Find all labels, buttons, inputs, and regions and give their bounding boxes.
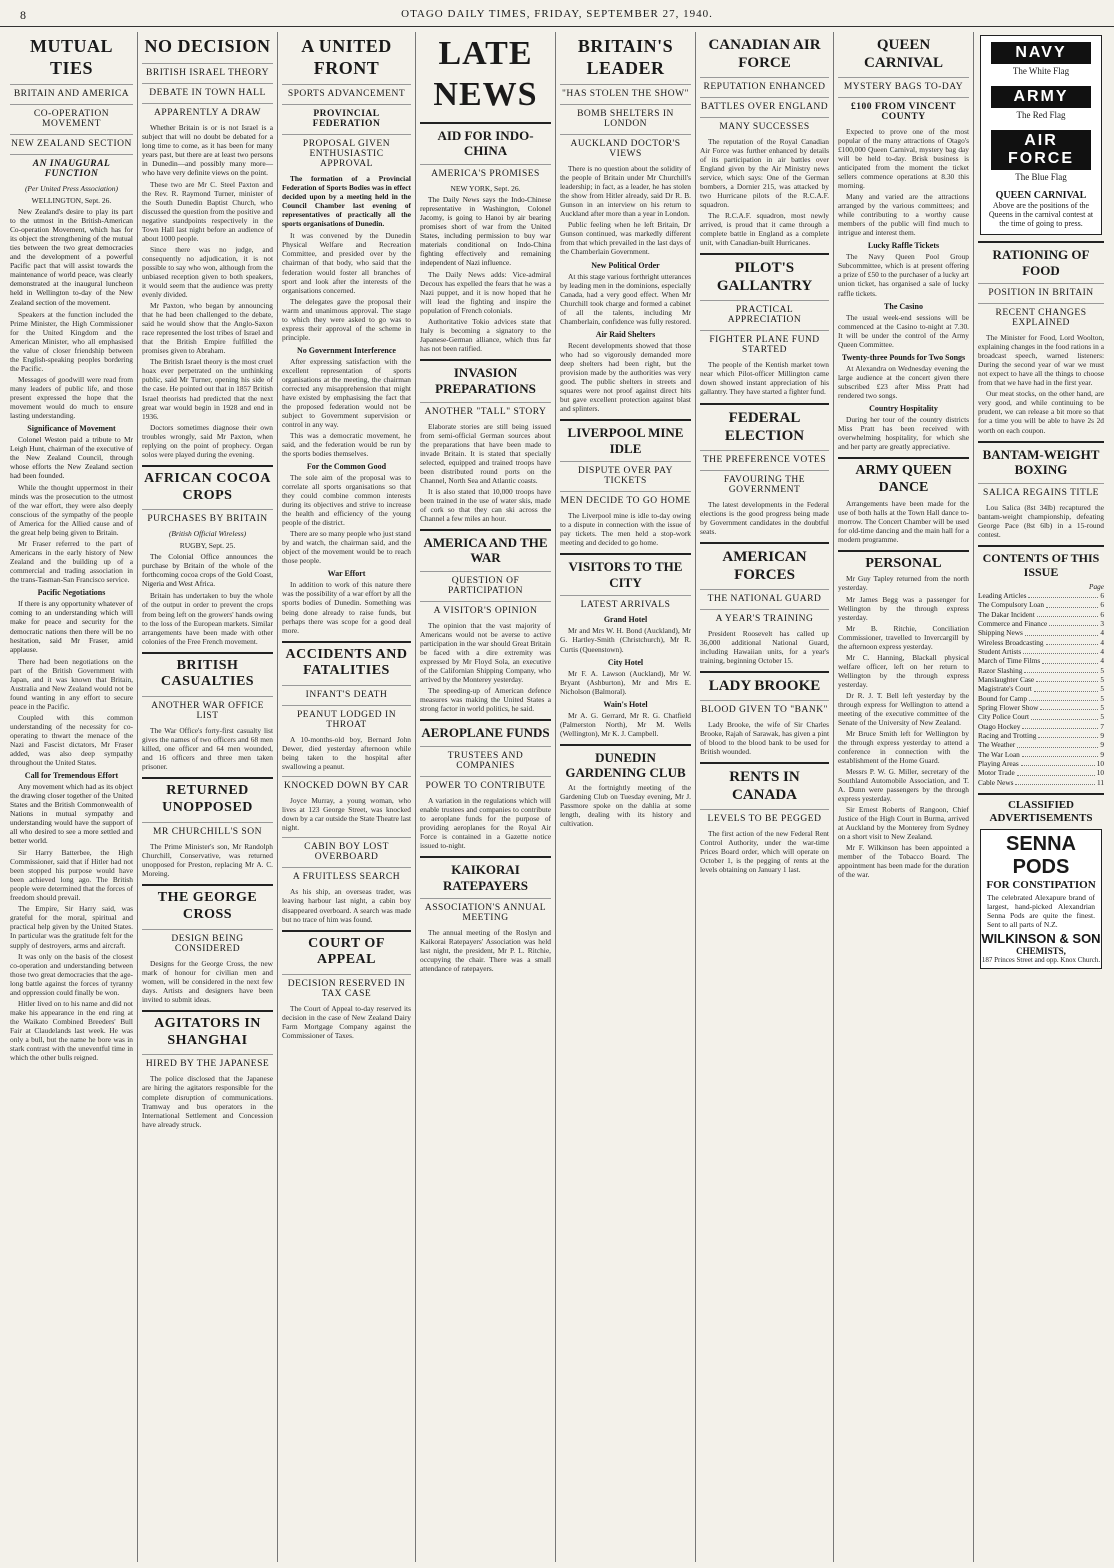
contents-row	[978, 750, 1104, 759]
contents-row-page: 4	[1100, 637, 1104, 647]
subhead: LATEST ARRIVALS	[560, 595, 691, 610]
section-head: City Hotel	[607, 657, 644, 667]
navy-label: NAVY	[1015, 44, 1067, 61]
article-body: Whether Britain is or is not Israel is a subject that will no doubt be debated for a long time to come, as it has been for many years past, but there are at least two persons in Dunedin—and possibly many more—who have very definite views on the point.	[142, 122, 273, 177]
senna-pods-ad	[980, 829, 1102, 969]
headline-rents-in-canada: RENTS IN CANADA	[729, 768, 800, 803]
headline-lady-brooke: LADY BROOKE	[708, 677, 821, 694]
headline-personal: PERSONAL	[865, 555, 942, 571]
contents-row-page: 5	[1100, 674, 1104, 684]
subhead: PEANUT LODGED IN THROAT	[282, 705, 411, 730]
ad-merchant: WILKINSON & SON	[981, 931, 1101, 947]
contents-row	[978, 684, 1104, 693]
headline-accidents: ACCIDENTS AND FATALITIES	[285, 646, 408, 679]
subhead: BOMB SHELTERS IN LONDON	[560, 104, 691, 129]
contents-row-leader	[1017, 768, 1095, 775]
headline-late-news: LATE NEWS	[433, 35, 538, 113]
dateline: NEW YORK, Sept. 26.	[450, 183, 521, 193]
subhead: THE PREFERENCE VOTES	[700, 450, 829, 465]
contents-row	[978, 731, 1104, 740]
subhead: AUCKLAND DOCTOR'S VIEWS	[560, 134, 691, 159]
contents-page-label: Page	[1089, 581, 1104, 591]
subhead: REPUTATION ENHANCED	[700, 77, 829, 92]
subhead: ANOTHER "TALL" STORY	[420, 402, 551, 417]
contents-row-label: City Police Court	[978, 712, 1030, 722]
contents-row	[978, 722, 1104, 731]
contents-row-page: 3	[1100, 618, 1104, 628]
headline-agitators-shanghai: AGITATORS IN SHANGHAI	[154, 1015, 261, 1048]
subhead: QUESTION OF PARTICIPATION	[420, 571, 551, 596]
subhead: BRITAIN AND AMERICA	[10, 84, 133, 99]
section-head: Significance of Movement	[27, 423, 116, 433]
contents-row	[978, 675, 1104, 684]
contents-row-leader	[1042, 656, 1098, 663]
subhead: PURCHASES BY BRITAIN	[142, 509, 273, 524]
subhead: RECENT CHANGES EXPLAINED	[978, 303, 1104, 328]
contents-row-page: 6	[1100, 590, 1104, 600]
masthead-title: OTAGO DAILY TIMES, FRIDAY, SEPTEMBER 27, 1940.	[401, 8, 713, 20]
contents-row-label: Magistrate's Court	[978, 684, 1032, 694]
subhead: FIGHTER PLANE FUND STARTED	[700, 330, 829, 355]
headline-bantam-weight-boxing: BANTAM-WEIGHT BOXING	[982, 446, 1100, 478]
subhead: MYSTERY BAGS TO-DAY	[838, 77, 969, 92]
subhead: DISPUTE OVER PAY TICKETS	[560, 461, 691, 486]
credit-line: (British Official Wireless)	[168, 529, 247, 539]
navy-badge	[991, 42, 1091, 64]
section-head: War Effort	[327, 569, 366, 579]
contents-row-leader	[1023, 647, 1098, 654]
subhead: POSITION IN BRITAIN	[978, 283, 1104, 298]
subhead: HIRED BY THE JAPANESE	[142, 1054, 273, 1069]
contents-row-leader	[1015, 778, 1095, 785]
contents-row	[978, 638, 1104, 647]
contents-row-label: Otago Hockey	[978, 721, 1021, 731]
subhead: DECISION RESERVED IN TAX CASE	[282, 974, 411, 999]
headline-gardening-club: DUNEDIN GARDENING CLUB	[565, 749, 686, 781]
contents-row-page: 5	[1100, 702, 1104, 712]
subhead: PROPOSAL GIVEN ENTHUSIASTIC APPROVAL	[282, 134, 411, 169]
subhead: £100 FROM VINCENT COUNTY	[838, 97, 969, 122]
subhead: MR CHURCHILL'S SON	[142, 822, 273, 837]
contents-row-label: Student Artists	[978, 646, 1022, 656]
contents-row-leader	[1021, 759, 1095, 766]
subhead: A VISITOR'S OPINION	[420, 601, 551, 616]
headline-pilots-gallantry: PILOT'S GALLANTRY	[716, 260, 813, 295]
subhead: FAVOURING THE GOVERNMENT	[700, 470, 829, 495]
subhead: A YEAR'S TRAINING	[700, 609, 829, 624]
contents-row	[978, 610, 1104, 619]
headline-rationing-food: RATIONING OF FOOD	[992, 247, 1090, 278]
section-head: Twenty-three Pounds for Two Songs	[841, 352, 966, 362]
headline-kaikorai-ratepayers: KAIKORAI RATEPAYERS	[442, 862, 528, 893]
headline-queen-carnival: QUEEN CARNIVAL	[864, 37, 943, 71]
contents-row	[978, 778, 1104, 787]
headline-george-cross: THE GEORGE CROSS	[157, 890, 258, 922]
dateline: RUGBY, Sept. 25.	[179, 541, 236, 551]
contents-row-leader	[1022, 750, 1099, 757]
contents-row-page: 11	[1096, 777, 1104, 787]
contents-row	[978, 666, 1104, 675]
article-body: The Colonial Office announces the purchase by Britain of the whole of the forthcoming cocoa crops of the Gold Coast, Nigeria and West Africa.	[142, 552, 273, 589]
queen-carnival-description: Above are the positions of the Queens in the carnival contest at the time of going to press.	[988, 201, 1094, 228]
subhead: INFANT'S DEATH	[282, 685, 411, 700]
contents-row-label: Wireless Broadcasting	[978, 637, 1044, 647]
contents-row-label: Playing Areas	[978, 758, 1019, 768]
contents-row-page: 10	[1096, 768, 1104, 778]
subhead: LEVELS TO BE PEGGED	[700, 809, 829, 824]
contents-row-page: 4	[1100, 628, 1104, 638]
contents-row	[978, 628, 1104, 637]
subhead: SALICA REGAINS TITLE	[978, 483, 1104, 498]
subhead: DESIGN BEING CONSIDERED	[142, 929, 273, 954]
section-head: Pacific Negotiations	[37, 588, 106, 598]
subhead: AMERICA'S PROMISES	[420, 164, 551, 179]
subhead: BLOOD GIVEN TO "BANK"	[700, 700, 829, 715]
headline-federal-election: FEDERAL ELECTION	[724, 409, 805, 444]
headline-army-queen-dance: ARMY QUEEN DANCE	[855, 462, 952, 495]
army-label: ARMY	[1013, 88, 1069, 105]
contents-row-page: 5	[1100, 684, 1104, 694]
subhead: ANOTHER WAR OFFICE LIST	[142, 696, 273, 721]
subhead: MEN DECIDE TO GO HOME	[560, 491, 691, 506]
contents-row-leader	[1031, 712, 1098, 719]
contents-list	[978, 582, 1104, 787]
subhead: DEBATE IN TOWN HALL	[142, 83, 273, 98]
contents-row-leader	[1040, 703, 1098, 710]
headline-classified-ads: CLASSIFIED ADVERTISEMENTS	[989, 798, 1093, 825]
section-head: Air Raid Shelters	[595, 329, 656, 339]
queen-carnival-label: QUEEN CARNIVAL	[995, 190, 1087, 201]
headline-mutual-ties: MUTUAL TIES	[30, 36, 113, 78]
contents-row-label: The Compulsory Loan	[978, 600, 1045, 610]
headline-aeroplane-funds: AEROPLANE FUNDS	[421, 725, 550, 741]
contents-row	[978, 768, 1104, 777]
ad-merchant-type: CHEMISTS,	[1016, 946, 1066, 957]
contents-row	[978, 712, 1104, 721]
contents-row-leader	[1046, 600, 1098, 607]
subhead: SPORTS ADVANCEMENT	[282, 84, 411, 99]
masthead	[0, 0, 1114, 27]
subhead: TRUSTEES AND COMPANIES	[420, 746, 551, 771]
contents-row-label: Leading Articles	[978, 590, 1027, 600]
contents-row	[978, 600, 1104, 609]
column-britains-leader: BRITAIN'S LEADER "HAS STOLEN THE SHOW" BOMB SHELTERS IN LONDON AUCKLAND DOCTOR'S VIEWS There is no question about the solidity of the people of Britain under Mr Churchill's leadership; in fact, as a leader, he has stolen the show from Hitler already, said Dr R. B. Gunson in an interview on his return to Auckland after more than a year in London. Public feeling when he left Britain, Dr Gunson continued, was markedly different from that which prevailed in the last days of the Chamberlain Government. New Political Order At this stage various forthright utterances by leading men in the dominions, especially Canada, had a very good effect. When Mr Churchill took charge and formed a cabinet of all the talents, including Mr Chamberlain, confidence was fully restored. Air Raid Shelters Recent developments showed that those who had so vigorously demanded more deep shelters had been right, but the provision made by the authorities was very good. The public shelters in streets and squares were not proof against direct hits but gave excellent protection against blast and splinters. LIVERPOOL MINE IDLE DISPUTE OVER PAY TICKETS MEN DECIDE TO GO HOME The Liverpool mine is idle to-day owing to a dispute in connection with the issue of pay tickets. The men held a stop-work meeting and decided to go home. VISITORS TO THE CITY LATEST ARRIVALS Grand Hotel Mr and Mrs W. H. Bond (Auckland), Mr G. Hartley-Smith (Christchurch), Mr R. Curtis (Queenstown). City Hotel Mr F. A. Lawson (Auckland), Mr W. Bryant (Ashburton), Mr and Mrs E. Nicholson (Balmoral). Wain's Hotel Mr A. G. Gerrard, Mr R. G. Chatfield (Palmerston North), Mr M. Wells (Wellington), Mr K. J. Campbell. DUNEDIN GARDENING CLUB At the fortnightly meeting of the Gardening Club on Tuesday evening, Mr J. Passmore spoke on the dahlia at some length, dealing with its history and cultivation.	[556, 32, 696, 1562]
contents-row-label: Manslaughter Case	[978, 674, 1035, 684]
headline-aid-indo-china: AID FOR INDO-CHINA	[437, 127, 534, 159]
ad-subhead: FOR CONSTIPATION	[986, 879, 1096, 892]
airforce-flag: The Blue Flag	[1015, 172, 1067, 182]
headline-british-casualties: BRITISH CASUALTIES	[160, 657, 255, 690]
contents-row-leader	[1025, 628, 1099, 635]
contents-row-label: The Dakar Incident	[978, 609, 1035, 619]
carnival-standings-box	[980, 35, 1102, 235]
contents-row	[978, 647, 1104, 656]
column-queen-carnival: QUEEN CARNIVAL MYSTERY BAGS TO-DAY £100 FROM VINCENT COUNTY Expected to prove one of the most popular of the many attractions of Otago's £100,000 Queen Carnival, mystery bag day will be held to-day. Brisk business is anticipated from the moment the ticket sellers commence operations at 8.30 this morning. Many and varied are the attractions arranged by the various committees; and while contributing to a worthy cause members of the public will find much to intrigue and interest them. Lucky Raffle Tickets The Navy Queen Pool Group Subcommittee, which is at present offering a prize of £50 to the purchaser of a lucky art union ticket, has organised a sale of lucky raffle tickets. The Casino The usual week-end sessions will be commenced at the Casino to-night at 7.30. It will be under the control of the Army Queen Committee. Twenty-three Pounds for Two Songs At Alexandra on Wednesday evening the large audience at the concert given there subscribed £23 after Miss Pratt had rendered two songs. Country Hospitality During her tour of the country districts Miss Pratt has been received with overwhelming hospitality, for which she and her party are greatly appreciative. ARMY QUEEN DANCE Arrangements have been made for the use of both halls at the Town Hall dance to-morrow. The Concert Chamber will be used for old-time dancing and the main hall for a modern programme. PERSONAL Mr Guy Tapley returned from the north yesterday. Mr James Begg was a passenger for Wellington by the through express yesterday. Mr B. Ritchie, Conciliation Commissioner, travelled to Invercargill by the afternoon express yesterday. Mr C. Hanning, Blackall physical welfare officer, left on her return to Wellington by the through express yesterday. Dr R. J. T. Bell left yesterday by the through express for Wellington to attend a meeting of the executive committee of the Senate of the University of New Zealand. Mr Bruce Smith left for Wellington by the through express yesterday to attend a conference in connection with the establishment of the Home Guard. Messrs P. W. G. Miller, secretary of the Southland Automobile Association, and T. A. Dunn were passengers by the through express yesterday. Sir Ernest Roberts of Rangoon, Chief Justice of the High Court in Burma, arrived at Auckland by the Monterey from Sydney on a short visit to New Zealand. Mr F. Wilkinson has been appointed a member of the Tobacco Board. The appointment has been made for the duration of the war.	[834, 32, 974, 1562]
column-mutual-ties: MUTUAL TIES BRITAIN AND AMERICA CO-OPERATION MOVEMENT NEW ZEALAND SECTION AN INAUGURAL FUNCTION (Per United Press Association) WELLINGTON, Sept. 26. New Zealand's desire to play its part to the utmost in the British-American Co-operation Movement, which has for its object the strengthening of the mutual ties between the two great democracies and the development of a powerful Pacific pact that will assist towards the maintenance of world peace, was clearly demonstrated at the inaugural luncheon held in Wellington to-day of the New Zealand section of the movement. Speakers at the function included the Prime Minister, the High Commissioner for the United Kingdom and the American Minister, who all emphasised the value of closer friendship between the English-speaking peoples bordering the Pacific. Messages of goodwill were read from many leaders of public life, and those present expressed the hope that the movement would do much to ensure lasting understanding. Significance of Movement Colonel Weston paid a tribute to Mr Leigh Hunt, chairman of the executive of the New Zealand Council, through whose efforts the New Zealand section had been founded. While the thought uppermost in their minds was the prosecution to the utmost of the war effort, they were also deeply conscious of the sympathy of the people of America for the Allied cause and of the great help being given to Britain. Mr Fraser referred to the part of Americans in the early history of New Zealand and the building up of a commercial and trading association in the trans-Tasman-San Francisco service. Pacific Negotiations If there is any opportunity whatever of coming to an understanding which will make for peace and security for the democratic nations then there will be no hesitation, said Mr Fraser, amid applause. There had been negotiations on the part of the British Government with Japan, and it was known that Britain, Australia and New Zealand would not be found wanting in any effort to secure peace in the Pacific. Coupled with this common understanding of the necessity for co-operating to thwart the menace of the Nazi and Fascist dictators, Mr Fraser added, was also deep sympathy throughout the United States. Call for Tremendous Effort Any movement which had as its object the drawing closer together of the United States and the British Commonwealth of Nations in mutual sympathy and understanding would have the support of all who desired to see a more settled and better world. Sir Harry Batterbee, the High Commissioner, said that if Hitler had not been stopped his purpose would have been achieved long ago. The British people were determined that the forces of freedom should prevail. The Empire, Sir Harry said, was grateful for the moral, spiritual and practical help given by the United States. In particular was the gratitude felt for the supply of destroyers, arms and aircraft. It was only on the basis of the closest co-operation and understanding between those two great democracies that the age-long battle against the forces of tyranny and oppression could finally be won. Hitler lived on to his name and did not make his appearance in the end ring at the Waikato Combined Breeders' Bull Fair at Claudelands last week. He was only a bull, but the name he bore was in stark contrast with the uneventful time in which the other bulls reigned.	[6, 32, 138, 1562]
section-head: The Casino	[884, 301, 923, 311]
article-body: Colonel Weston paid a tribute to Mr Leigh Hunt, chairman of the executive of the New Zealand Council, through whose efforts the New Zealand section had been founded.	[10, 434, 133, 481]
contents-row	[978, 703, 1104, 712]
contents-row-label: Motor Trade	[978, 768, 1015, 778]
contents-row-page: 5	[1100, 693, 1104, 703]
contents-row-page: 4	[1100, 656, 1104, 666]
contents-row-leader	[1024, 666, 1098, 673]
contents-row-leader	[1022, 722, 1098, 729]
ad-text: The celebrated Alexapure brand of largest, hand-picked Alexandrian Senna Pods are quite the finest. Sent to all parts of N.Z.	[987, 893, 1095, 930]
contents-row	[978, 759, 1104, 768]
dateline: WELLINGTON, Sept. 26.	[31, 196, 112, 206]
subhead: PROVINCIAL FEDERATION	[282, 104, 411, 129]
subhead: ASSOCIATION'S ANNUAL MEETING	[420, 898, 551, 923]
article-body: The formation of a Provincial Federation of Sports Bodies was in effect decided upon by a meeting held in the Council Chamber last evening of representatives of practically all the sports organisations of Dunedin.	[282, 174, 411, 229]
headline-visitors-to-the-city: VISITORS TO THE CITY	[568, 559, 683, 590]
contents-row-leader	[1028, 591, 1098, 598]
headline-returned-unopposed: RETURNED UNOPPOSED	[162, 783, 253, 816]
contents-row-label: March of Time Films	[978, 656, 1041, 666]
headline-invasion-preparations: INVASION PREPARATIONS	[435, 365, 536, 396]
contents-row-leader	[1029, 694, 1098, 701]
subhead: BRITISH ISRAEL THEORY	[142, 63, 273, 78]
contents-row-page: 6	[1100, 609, 1104, 619]
contents-row-leader	[1034, 684, 1099, 691]
subhead: A FRUITLESS SEARCH	[282, 867, 411, 882]
contents-row	[978, 591, 1104, 600]
contents-row	[978, 656, 1104, 665]
page-number: 8	[20, 8, 26, 22]
article-body: Any movement which had as its object the drawing closer together of the United States and the British Commonwealth of Nations in mutual sympathy and understanding would have the support of all who desired to see a more settled and better world.	[10, 781, 133, 846]
contents-row-leader	[1036, 675, 1098, 682]
section-head: New Political Order	[591, 260, 660, 270]
contents-row-leader	[1017, 740, 1098, 747]
section-head: For the Common Good	[306, 462, 387, 472]
contents-row-page: 10	[1096, 758, 1104, 768]
credit-line: (Per United Press Association)	[24, 184, 119, 194]
headline-court-of-appeal: COURT OF APPEAL	[308, 935, 385, 968]
contents-row-label: The War Loan	[978, 749, 1020, 759]
headline-america-and-the-war: AMERICA AND THE WAR	[423, 534, 548, 566]
subhead: MANY SUCCESSES	[700, 117, 829, 132]
contents-row-page: 9	[1100, 740, 1104, 750]
contents-row-label: Racing and Trotting	[978, 730, 1037, 740]
subhead: "HAS STOLEN THE SHOW"	[560, 84, 691, 99]
column-canadian-air-force: CANADIAN AIR FORCE REPUTATION ENHANCED BATTLES OVER ENGLAND MANY SUCCESSES The reputation of the Royal Canadian Air Force was further enhanced by details of its participation in air battles over England given by the Air Ministry news service, which says: One of the German bombers, a Dornier 215, was attacked by two Hurricane pilots of the R.C.A.F. squadron. The R.C.A.F. squadron, most newly arrived, is proud that it came through a complete battle in England as a complete unit, with Canadian-built Hurricanes. PILOT'S GALLANTRY PRACTICAL APPRECIATION FIGHTER PLANE FUND STARTED The people of the Kentish market town near which Pilot-officer Millington came down showed instant appreciation of his gallantry. They have started a fighter fund. FEDERAL ELECTION THE PREFERENCE VOTES FAVOURING THE GOVERNMENT The latest developments in the Federal elections is the good progress being made by Government candidates in the doubtful seats. AMERICAN FORCES THE NATIONAL GUARD A YEAR'S TRAINING President Roosevelt has called up 36,000 additional National Guard, including Hawaiian units, for a year's training, beginning October 15. LADY BROOKE BLOOD GIVEN TO "BANK" Lady Brooke, the wife of Sir Charles Brooke, Rajah of Sarawak, has given a pint of blood to the blood bank to be used for British wounded. RENTS IN CANADA LEVELS TO BE PEGGED The first action of the new Federal Rent Control Authority, under the war-time Prices Board order, which will operate on October 1, is the pegging of rents at the levels obtaining on January 1 last.	[696, 32, 834, 1562]
contents-row	[978, 694, 1104, 703]
subhead: APPARENTLY A DRAW	[142, 103, 273, 118]
ad-address: 187 Princes Street and opp. Knox Church.	[981, 956, 1101, 965]
contents-row	[978, 619, 1104, 628]
contents-row-label: Spring Flower Show	[978, 702, 1039, 712]
subhead: BATTLES OVER ENGLAND	[700, 97, 829, 112]
headline-britains-leader: BRITAIN'S LEADER	[577, 36, 674, 78]
contents-row-page: 7	[1100, 721, 1104, 731]
contents-row-leader	[1049, 619, 1098, 626]
subhead: NEW ZEALAND SECTION	[10, 134, 133, 149]
headline-no-decision: NO DECISION	[144, 36, 271, 56]
column-right: NAVY The White Flag ARMY The Red Flag AIR FORCE The Blue Flag QUEEN CARNIVAL Above are the positions of the Queens in the carnival contest at the time of going to press. RATIONING OF FOOD POSITION IN BRITAIN RECENT CHANGES EXPLAINED The Minister for Food, Lord Woolton, explaining changes in the food rations in a broadcast speech, warned listeners: During the second year of war we must not expect to have all the things to choose from that we have had in the first year. Our meat stocks, on the other hand, are very good, and while continuing to be prudent, we can release a bit more so that for a time you will be able to have 2s 2d worth on each coupon. BANTAM-WEIGHT BOXING SALICA REGAINS TITLE Lou Salica (8st 34lb) recaptured the bantam-weight championship, defeating George Pace (8st 6lb) in a 15-round contest. CONTENTS OF THIS ISSUE Page Leading Articles 6 The Compulsory Loan 6 The Dakar Incident 6 Commerce and Finance 3 Shipping News 4 Wireless Broadcasting 4 Student Artists 4 March of Time Films 4 Razor Slashing 5 Manslaughter Case 5 Magistrate's Court 5 Bound for Camp 5 Spring Flower Show 5 City Police Court 5 Otago Hockey 7 Racing and Trotting 9 The Weather 9 The War Loan 9 Playing Areas 10 Motor Trade 10 Cable News 11 CLASSIFIED ADVERTISEMENTS SENNA PODS FOR CONSTIPATION The celebrated Alexapure brand of largest, hand-picked Alexandrian Senna Pods are quite the finest. Sent to all parts of N.Z. WILKINSON & SON CHEMISTS, 187 Princes Street and opp. Knox Church.	[974, 32, 1108, 1562]
contents-row-label: The Weather	[978, 740, 1016, 750]
subhead: POWER TO CONTRIBUTE	[420, 776, 551, 791]
section-head: Grand Hotel	[603, 615, 648, 625]
contents-row-page: 9	[1100, 749, 1104, 759]
contents-row-label: Bound for Camp	[978, 693, 1028, 703]
airforce-label: AIR FORCE	[1008, 132, 1074, 167]
contents-row-page: 6	[1100, 600, 1104, 610]
article-body: The Daily News says the Indo-Chinese representative in Washington, Colonel Jacomy, is going to Hanoi by air bearing promises short of war from the United States, including permission to buy war materials conditional on Indo-China fighting effectively and remaining independent of Nazi influence.	[420, 194, 551, 267]
contents-row-label: Cable News	[978, 777, 1014, 787]
section-head: Call for Tremendous Effort	[24, 770, 119, 780]
contents-row-leader	[1038, 731, 1098, 738]
army-flag: The Red Flag	[1016, 110, 1066, 120]
contents-row	[978, 740, 1104, 749]
subhead: KNOCKED DOWN BY CAR	[282, 776, 411, 791]
section-head: Country Hospitality	[869, 403, 938, 413]
navy-flag: The White Flag	[1012, 66, 1070, 76]
headline-contents: CONTENTS OF THIS ISSUE	[982, 550, 1100, 580]
column-no-decision: NO DECISION BRITISH ISRAEL THEORY DEBATE IN TOWN HALL APPARENTLY A DRAW Whether Britain is or is not Israel is a subject that will no doubt be debated for a long time to come, as it has been for many years past, but there are at least two persons in Dunedin—and possibly many more—who have very definite views on the point. These two are Mr C. Steel Paxton and the Rev. R. Raymond Turner, minister of the South Dunedin Baptist Church, who discussed the question from the positive and negative standpoints respectively in the Town Hall last night before an audience of about 1000 people. Since there was no judge, and consequently no adjudication, it is not possible to say who won, although from the unbiased reception given to both speakers, it would seem that the audience was pretty evenly divided. Mr Paxton, who began by announcing that he had been challenged to the debate, said he would show that the Anglo-Saxon race represented the lost tribes of Israel and that the British Empire fulfilled the promises given to Abraham. The British Israel theory is the most cruel hoax ever perpetrated on the unthinking public, said Mr Turner, opening his side of the case. He pointed out that in 1857 British Israel theorists had predicted that the next great war would begin in 1928 and end in 1936. Doctors sometimes diagnose their own troubles wrongly, said Mr Paxton, when replying on the point of prophecy. Organ solos were played during the evening. AFRICAN COCOA CROPS PURCHASES BY BRITAIN (British Official Wireless) RUGBY, Sept. 25. The Colonial Office announces the purchase by Britain of the whole of the forthcoming cocoa crops of the Gold Coast, Nigeria and West Africa. Britain has undertaken to buy the whole of the output in order to prevent the crops from being left on the growers' hands owing to the loss of the European markets. Similar arrangements have been made with other colonies of the Free French movement. BRITISH CASUALTIES ANOTHER WAR OFFICE LIST The War Office's forty-first casualty list gives the names of two officers and 68 men killed, one officer and 64 men wounded, and 16 officers and three men taken prisoner. RETURNED UNOPPOSED MR CHURCHILL'S SON The Prime Minister's son, Mr Randolph Churchill, Conservative, was returned unopposed for Preston, replacing Mr A. C. Moreing. THE GEORGE CROSS DESIGN BEING CONSIDERED Designs for the George Cross, the new mark of honour for civilian men and women, will be considered in the next few days. Artists and designers have been invited to submit ideas. AGITATORS IN SHANGHAI HIRED BY THE JAPANESE The police disclosed that the Japanese are hiring the agitators responsible for the complete disruption of communications. Tramway and bus operators in the International Settlement and Concession have already struck.	[138, 32, 278, 1562]
ad-headline: SENNA PODS	[1005, 833, 1076, 879]
column-late-news: LATE NEWS AID FOR INDO-CHINA AMERICA'S PROMISES NEW YORK, Sept. 26. The Daily News says the Indo-Chinese representative in Washington, Colonel Jacomy, is going to Hanoi by air bearing promises short of war from the United States, including permission to buy war materials conditional on Indo-China fighting effectively and remaining independent of Nazi influence. The Daily News adds: Vice-admiral Decoux has expelled the fears that he was a Nazi puppet, and it is now hoped that he will lead the fighting and inspire the population of French colonials. Authoritative Tokio advices state that Italy is becoming a signatory to the Japanese-German alliance, which thus far has not been ratified. INVASION PREPARATIONS ANOTHER "TALL" STORY Elaborate stories are still being issued from semi-official German sources about the preparations that have been made to invade Britain. It is stated that specially selected, equipped and trained troops have been distributed round ports on the Channel, North Sea and Atlantic coasts. It is also stated that 10,000 troops have been trained in the use of water skis, made of cork so that they can ski across the Channel a few miles an hour. AMERICA AND THE WAR QUESTION OF PARTICIPATION A VISITOR'S OPINION The opinion that the vast majority of Americans would not be averse to active participation in the war should Great Britain be faced with a dire extremity was expressed by Mr Floyd Sola, an executive of the Californian Shipping Company, who arrived by the Monterey yesterday. The speeding-up of American defence measures was making the United States a strong factor in world politics, he said. AEROPLANE FUNDS TRUSTEES AND COMPANIES POWER TO CONTRIBUTE A variation in the regulations which will enable trustees and companies to contribute to aeroplane funds for the purpose of providing aeroplanes for the Royal Air Force is contained in a Gazette notice issued to-night. KAIKORAI RATEPAYERS ASSOCIATION'S ANNUAL MEETING The annual meeting of the Roslyn and Kaikorai Ratepayers' Association was held last night, the president, Mr P. L. Ritchie, occupying the chair. There was a small attendance of ratepayers.	[416, 32, 556, 1562]
contents-row-leader	[1046, 638, 1099, 645]
section-head: Lucky Raffle Tickets	[867, 241, 940, 251]
subhead: PRACTICAL APPRECIATION	[700, 300, 829, 325]
contents-row-label: Shipping News	[978, 628, 1023, 638]
contents-row-leader	[1037, 610, 1099, 617]
subhead: CABIN BOY LOST OVERBOARD	[282, 837, 411, 862]
airforce-badge	[991, 130, 1091, 170]
headline-american-forces: AMERICAN FORCES	[722, 548, 807, 583]
subhead: THE NATIONAL GUARD	[700, 589, 829, 604]
headline-united-front: A UNITED FRONT	[301, 36, 392, 78]
contents-row-page: 4	[1100, 646, 1104, 656]
section-head: Wain's Hotel	[603, 699, 648, 709]
subhead: CO-OPERATION MOVEMENT	[10, 104, 133, 129]
section-head: No Government Interference	[297, 345, 396, 355]
subhead: AN INAUGURAL FUNCTION	[10, 154, 133, 179]
contents-row-page: 9	[1100, 730, 1104, 740]
army-badge	[991, 86, 1091, 108]
contents-row-label: Razor Slashing	[978, 665, 1023, 675]
contents-row-label: Commerce and Finance	[978, 618, 1048, 628]
article-body: New Zealand's desire to play its part to the utmost in the British-American Co-operation Movement, which has for its object the strengthening of the mutual ties between the two great democracies and the development of a powerful Pacific pact that will assist towards the maintenance of world peace, was clearly demonstrated at the inaugural luncheon held in Wellington to-day of the New Zealand section of the movement.	[10, 207, 133, 307]
headline-liverpool-mine-idle: LIVERPOOL MINE IDLE	[567, 424, 684, 456]
headline-african-cocoa-crops: AFRICAN COCOA CROPS	[144, 470, 271, 503]
contents-row-page: 5	[1100, 665, 1104, 675]
article-body: If there is any opportunity whatever of coming to an understanding which will make for peace and security for the democratic nations then there will be no hesitation, said Mr Fraser, amid applause.	[10, 599, 133, 654]
headline-canadian-air-force: CANADIAN AIR FORCE	[708, 37, 821, 71]
contents-row-page: 5	[1100, 712, 1104, 722]
column-united-front: A UNITED FRONT SPORTS ADVANCEMENT PROVINCIAL FEDERATION PROPOSAL GIVEN ENTHUSIASTIC APPROVAL The formation of a Provincial Federation of Sports Bodies was in effect decided upon by a meeting held in the Council Chamber last evening of representatives of practically all the sports organisations of Dunedin. It was convened by the Dunedin Physical Welfare and Recreation Committee, and presided over by the chairman of that body, who said that the federation would foster all branches of sport and look after the interests of the organisations concerned. The delegates gave the proposal their warm and unanimous approval. The stage to which they were asked to go was to express their approval of the scheme in principle. No Government Interference After expressing satisfaction with the excellent representation of sports organisations at the meeting, the chairman corrected any misapprehension that might have existed by emphasising the fact that the proposed federation would not be subject to Government supervision or control in any way. This was a democratic movement, he said, and the federation would be run by the sports bodies themselves. For the Common Good The sole aim of the proposal was to correlate all sports organisations so that they could combine common interests during its objectives and strive to increase the health and efficiency of the young people of the district. There are so many people who just stand by and watch, the chairman said, and the object of the movement would be to reach those people. War Effort In addition to work of this nature there was the possibility of a war effort by all the sports bodies of Dunedin. Something was being done already to raise funds, but perhaps there was scope for a good deal more. ACCIDENTS AND FATALITIES INFANT'S DEATH PEANUT LODGED IN THROAT A 10-months-old boy, Bernard John Dewer, died yesterday afternoon while being taken to the hospital after swallowing a peanut. KNOCKED DOWN BY CAR Joyce Murray, a young woman, who lives at 123 George Street, was knocked down by a car outside the State Theatre last night. CABIN BOY LOST OVERBOARD A FRUITLESS SEARCH As his ship, an overseas trader, was leaving harbour last night, a cabin boy disappeared overboard. A search was made but no trace of him was found. COURT OF APPEAL DECISION RESERVED IN TAX CASE The Court of Appeal to-day reserved its decision in the case of New Zealand Dairy Farm Mortgage Company against the Commissioner of Taxes.	[278, 32, 416, 1562]
